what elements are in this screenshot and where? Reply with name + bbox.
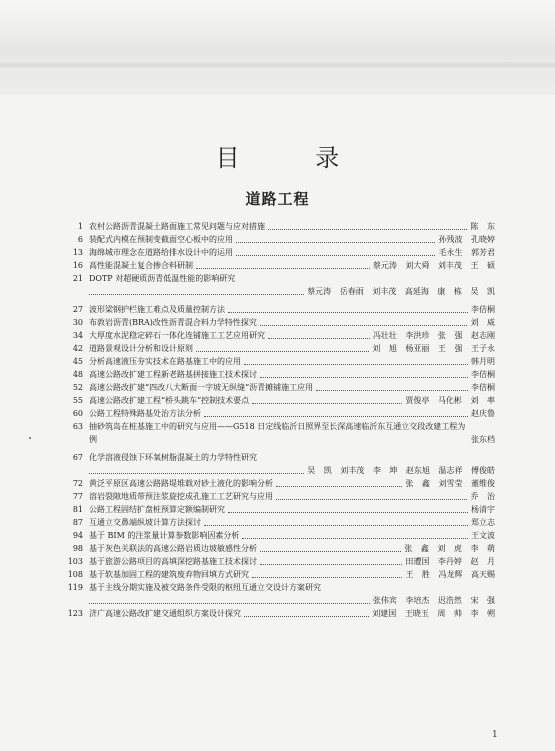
toc-entry[interactable]: [65, 503, 495, 516]
entry-title: 波形梁钢护栏施工难点及质量控制方法: [89, 305, 225, 314]
entry-page: 81: [72, 505, 83, 514]
entry-page: 72: [72, 479, 83, 488]
entry-title: 互通立交鼻端纵坡计算方法探讨: [89, 518, 201, 527]
toc-entry[interactable]: [65, 246, 495, 259]
entry-page: 63: [72, 422, 83, 431]
entry-authors: 蔡元涛 刘大舜 刘丰茂 王 硕: [372, 261, 495, 270]
toc-entry[interactable]: [65, 420, 495, 446]
entry-authors: 王 胜 冯龙辉 高天赐: [405, 570, 495, 579]
entry-page: 30: [72, 318, 83, 327]
entry-page: 87: [72, 518, 83, 527]
entry-authors: 刘 旭 杨亚丽 王 强 王子永: [372, 344, 495, 353]
leader-dots: [236, 242, 435, 243]
entry-title: 装配式内模在预制变截面空心板中的应用: [89, 235, 233, 244]
entry-title: 高速公路改扩建工程“桥头跳车”控制技术要点: [89, 396, 250, 405]
toc-entry[interactable]: [65, 259, 495, 272]
entry-title: 农村公路沥青混凝土路面施工常见问题与应对措施: [89, 222, 265, 231]
entry-title: 化学溶液侵蚀下环氧树脂混凝土的力学特性研究: [89, 453, 257, 462]
section-title: 道路工程: [245, 190, 310, 208]
entry-authors: 张 鑫 刘 虎 李 萌: [404, 544, 495, 553]
page-title: 目 录: [215, 144, 374, 172]
entry-page: 21: [72, 274, 83, 283]
entry-page: 55: [72, 396, 83, 405]
toc-entry[interactable]: [65, 607, 495, 620]
toc-entry[interactable]: [65, 477, 495, 490]
entry-page: 13: [72, 248, 83, 257]
entry-authors: 李佶桐: [471, 305, 495, 314]
leader-dots: [260, 377, 468, 378]
toc-entry[interactable]: [65, 568, 495, 581]
entry-authors: 刘 威: [470, 318, 495, 327]
toc-entry[interactable]: [65, 233, 495, 246]
entry-title: 高速公路改扩建工程新老路基拼接施工技术探讨: [89, 370, 257, 379]
toc-entry[interactable]: [65, 407, 495, 420]
entry-page: 77: [72, 492, 83, 501]
toc-entry[interactable]: [65, 368, 495, 381]
entry-authors: 杨清宇: [471, 505, 495, 514]
entry-page: 45: [72, 357, 83, 366]
entry-title: 分析高速液压夯实技术在路基施工中的应用: [89, 357, 241, 366]
leader-dots: [260, 325, 468, 326]
entry-authors: 王文波: [471, 531, 495, 540]
leader-dots: [244, 616, 369, 617]
entry-title: 道路景观设计分析和设计原则: [89, 344, 193, 353]
leader-dots: [252, 403, 402, 404]
entry-title: 高性能混凝土复合掺合料研制: [89, 261, 193, 270]
entry-authors: 田遭国 李丹婷 赵 月: [405, 557, 495, 566]
leader-dots: [252, 577, 402, 578]
toc-entry[interactable]: [65, 342, 495, 355]
entry-page: 42: [72, 344, 83, 353]
leader-dots: [89, 603, 370, 604]
entry-authors: 毛永生 郭芳君: [438, 248, 495, 257]
leader-dots: [196, 268, 370, 269]
entry-authors: 陈 东: [470, 222, 495, 231]
entry-authors: 乔 治: [470, 492, 495, 501]
leader-dots: [236, 255, 435, 256]
toc-entry[interactable]: [65, 555, 495, 568]
entry-page: 1: [77, 222, 83, 231]
entry-authors: 张 鑫 刘雪莹 董维俊: [405, 479, 495, 488]
table-of-contents: [65, 220, 495, 620]
entry-title: 海绵城市理念在道路给排水设计中的运用: [89, 248, 233, 257]
entry-title: 大厚度水泥稳定碎石一体化连铺施工工艺应用研究: [89, 331, 265, 340]
entry-title: 基于软基加固工程的建筑废弃物回填方式研究: [89, 570, 249, 579]
leader-dots: [316, 390, 468, 391]
entry-page: 94: [72, 531, 83, 540]
toc-entry[interactable]: [65, 516, 495, 529]
entry-authors: 张东档: [471, 435, 495, 444]
entry-page: 34: [72, 331, 83, 340]
leader-dots: [89, 294, 304, 295]
toc-entry[interactable]: [65, 329, 495, 342]
entry-title: 基于灰色关联法的高速公路岩质边坡敏感性分析: [89, 544, 257, 553]
leader-dots: [228, 312, 468, 313]
toc-entry[interactable]: [65, 355, 495, 368]
leader-dots: [276, 486, 402, 487]
entry-title: 溶岩裂隙地质带预注浆旋挖成孔施工工艺研究与应用: [89, 492, 273, 501]
entry-authors: 郑立志: [471, 518, 495, 527]
entry-authors: 韩月明: [471, 357, 495, 366]
leader-dots: [89, 473, 304, 474]
entry-page: 48: [72, 370, 83, 379]
entry-page: 123: [67, 609, 83, 618]
entry-page: 6: [77, 235, 83, 244]
entry-title: 基于旅游公路项目的高填深挖路基施工技术探讨: [89, 557, 257, 566]
entry-authors: 张伟宾 李培杰 迟浩然 宋 强: [372, 596, 495, 605]
toc-entry[interactable]: [65, 303, 495, 316]
entry-authors: 赵庆鲁: [471, 409, 495, 418]
entry-title: 抽砂筑岛在桩基施工中的研究与应用——G518 日定线临沂日照界至长深高速临沂东互通立交段改建工程为例: [89, 422, 466, 444]
entry-page: 119: [67, 583, 83, 592]
toc-entry[interactable]: [65, 542, 495, 555]
leader-dots: [244, 364, 468, 365]
entry-authors: 李佶桐: [471, 370, 495, 379]
entry-page: 52: [72, 383, 83, 392]
entry-authors: 蔡元涛 岳春雨 刘丰茂 高延海 康 栋 吴 凯: [307, 287, 495, 296]
entry-page: 98: [72, 544, 83, 553]
toc-entry[interactable]: [65, 581, 495, 607]
leader-dots: [268, 229, 467, 230]
toc-entry[interactable]: [65, 394, 495, 407]
entry-page: 67: [72, 453, 83, 462]
entry-authors: 孙残波 孔晓婷: [438, 235, 495, 244]
entry-title: 布敦岩沥青(BRA)改性沥青混合料力学特性探究: [89, 318, 257, 327]
leader-dots: [268, 338, 370, 339]
entry-authors: 贾俊亭 马化彬 刘 率: [405, 396, 495, 405]
page-top-band: [0, 0, 555, 95]
toc-entry[interactable]: [65, 490, 495, 503]
toc-entry[interactable]: [65, 316, 495, 329]
leader-dots: [204, 525, 468, 526]
entry-title: 公路工程固结扩盘桩预算定额编制研究: [89, 505, 225, 514]
entry-title: 基于主线分期实施及被交路条件受限的枢纽互通立交设计方案研究: [89, 583, 321, 592]
entry-authors: 李佶桐: [471, 383, 495, 392]
toc-entry[interactable]: [65, 272, 495, 298]
toc-entry[interactable]: [65, 451, 495, 477]
toc-entry[interactable]: [65, 381, 495, 394]
entry-title: 济广高速公路改扩建交通组织方案设计探究: [89, 609, 241, 618]
leader-dots: [242, 538, 468, 539]
entry-authors: 吴 凯 刘丰茂 李 坤 赵东旭 温志祥 傅俊皓: [307, 466, 495, 475]
leader-dots: [196, 351, 369, 352]
leader-dots: [228, 512, 468, 513]
leader-dots: [276, 499, 467, 500]
page-number: 1: [492, 730, 498, 740]
entry-title: 基于 BIM 的注浆量计算参数影响因素分析: [89, 531, 240, 540]
scan-speck: [29, 437, 31, 439]
entry-authors: 冯壮壮 李洪珍 张 强 赵志刚: [372, 331, 495, 340]
entry-title: 高速公路改扩建“四改八大断面一字坡无纵缝”沥青摊铺施工应用: [89, 383, 314, 392]
entry-title: DOTP 对超硬质沥青低温性能的影响研究: [89, 274, 236, 283]
entry-page: 103: [67, 557, 83, 566]
entry-page: 108: [67, 570, 83, 579]
leader-dots: [260, 551, 401, 552]
entry-authors: 刘建国 王晓玉 周 帅 李 朔: [372, 609, 495, 618]
entry-page: 27: [72, 305, 83, 314]
toc-entry[interactable]: [65, 529, 495, 542]
entry-title: 黄泛平原区高速公路路堤堆载对砂土液化的影响分析: [89, 479, 273, 488]
entry-title: 公路工程特殊路基处治方法分析: [89, 409, 201, 418]
entry-page: 60: [72, 409, 83, 418]
entry-page: 16: [72, 261, 83, 270]
toc-entry[interactable]: [65, 220, 495, 233]
leader-dots: [260, 564, 402, 565]
leader-dots: [204, 416, 468, 417]
